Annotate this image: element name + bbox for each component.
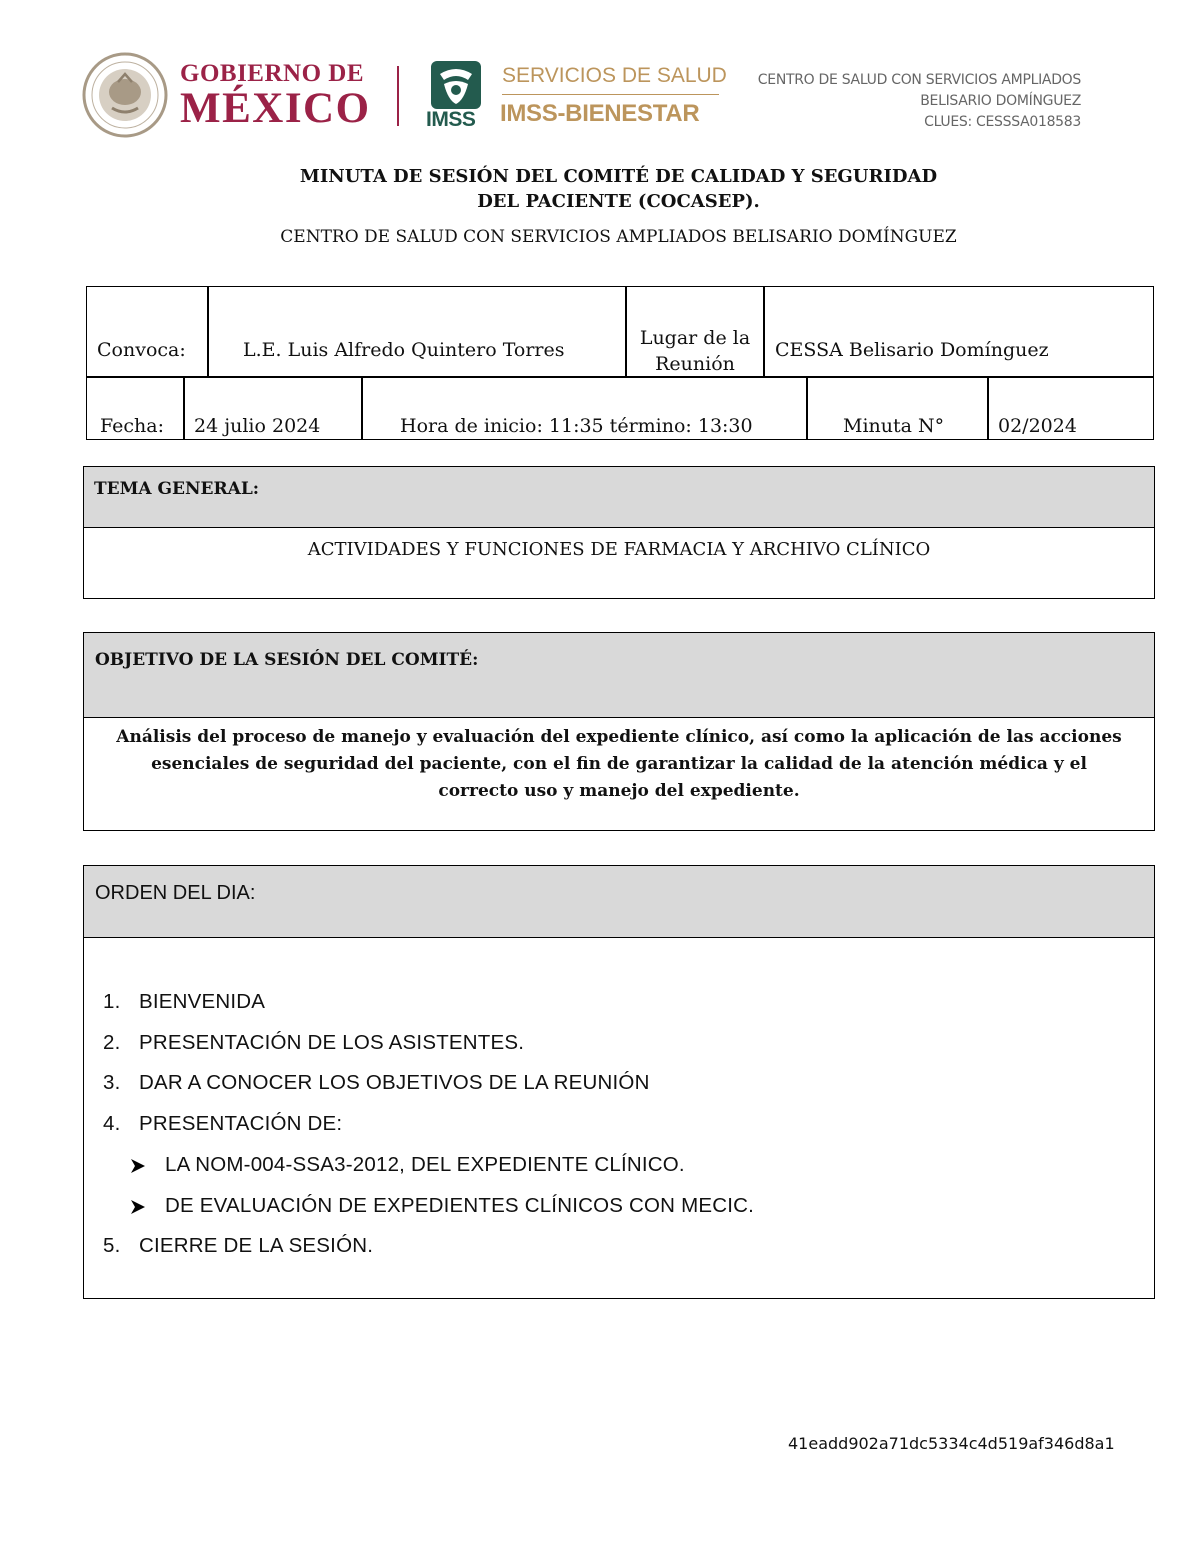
fecha-label: Fecha: — [100, 415, 164, 437]
list-item-number: 2. — [103, 1031, 121, 1054]
center-name-line2: BELISARIO DOMÍNGUEZ — [920, 93, 1081, 109]
lugar-label-line1: Lugar de la — [639, 327, 751, 349]
lugar-label — [626, 325, 764, 377]
lugar-value: CESSA Belisario Domínguez — [775, 339, 1049, 361]
logo-divider — [397, 66, 399, 126]
document-subtitle: CENTRO DE SALUD CON SERVICIOS AMPLIADOS BELISARIO DOMÍNGUEZ — [280, 227, 957, 247]
objetivo-line2: esenciales de seguridad del paciente, con el fin de garantizar la calidad de la atención médica y el — [151, 754, 1087, 774]
imss-logo-text: IMSS — [426, 108, 476, 131]
minuta-value: 02/2024 — [998, 415, 1077, 437]
center-info-block — [700, 70, 1081, 133]
info-col-divider — [207, 286, 209, 377]
list-item-number: 5. — [103, 1234, 121, 1257]
objetivo-header — [84, 633, 1154, 718]
arrow-bullet-icon — [130, 1199, 146, 1215]
list-item: BIENVENIDA — [139, 990, 266, 1013]
clues-code: CLUES: CESSSA018583 — [924, 114, 1081, 130]
info-col-divider — [361, 376, 363, 440]
convoca-value: L.E. Luis Alfredo Quintero Torres — [243, 339, 565, 361]
objetivo-line3: correcto uso y manejo del expediente. — [438, 781, 800, 801]
list-item-number: 3. — [103, 1071, 121, 1094]
document-title — [0, 164, 1200, 214]
list-item-number: 1. — [103, 990, 121, 1013]
hora-value: Hora de inicio: 11:35 término: 13:30 — [400, 415, 753, 437]
info-table-row-divider — [86, 376, 1154, 378]
objetivo-label: OBJETIVO DE LA SESIÓN DEL COMITÉ: — [95, 650, 479, 670]
objetivo-text — [84, 724, 1154, 805]
lugar-label-line2: Reunión — [655, 353, 735, 375]
mexico-seal-icon — [82, 52, 168, 138]
servicios-salud-text: SERVICIOS DE SALUD — [502, 64, 727, 87]
arrow-bullet-icon — [130, 1158, 146, 1174]
tema-value: ACTIVIDADES Y FUNCIONES DE FARMACIA Y ARCHIVO CLÍNICO — [307, 539, 931, 560]
center-name-line1: CENTRO DE SALUD CON SERVICIOS AMPLIADOS — [757, 72, 1081, 88]
convoca-label: Convoca: — [97, 339, 186, 361]
sub-list-item: LA NOM-004-SSA3-2012, DEL EXPEDIENTE CLÍNICO. — [165, 1153, 685, 1176]
objetivo-section — [83, 632, 1155, 831]
info-col-divider — [987, 376, 989, 440]
orden-label: ORDEN DEL DIA: — [95, 882, 256, 904]
tema-label: TEMA GENERAL: — [94, 479, 260, 499]
imss-bienestar-text: IMSS-BIENESTAR — [500, 100, 700, 127]
gobierno-top-text: GOBIERNO DE — [180, 60, 365, 87]
tema-header — [84, 467, 1154, 528]
list-item: PRESENTACIÓN DE: — [139, 1112, 343, 1135]
tema-section — [83, 466, 1155, 599]
list-item: DAR A CONOCER LOS OBJETIVOS DE LA REUNIÓN — [139, 1071, 650, 1094]
info-col-divider — [183, 376, 185, 440]
gobierno-main-text: MÉXICO — [180, 85, 371, 132]
orden-header — [84, 866, 1154, 938]
list-item: PRESENTACIÓN DE LOS ASISTENTES. — [139, 1031, 525, 1054]
info-col-divider — [806, 376, 808, 440]
sub-list-item: DE EVALUACIÓN DE EXPEDIENTES CLÍNICOS CON MECIC. — [165, 1194, 755, 1217]
imss-eagle-icon — [430, 60, 482, 110]
minuta-label: Minuta N° — [843, 415, 945, 437]
objetivo-line1: Análisis del proceso de manejo y evaluación del expediente clínico, así como la aplicación de las acciones — [116, 727, 1122, 747]
list-item: CIERRE DE LA SESIÓN. — [139, 1234, 374, 1257]
servicios-divider — [502, 94, 719, 95]
document-hash: 41eadd902a71dc5334c4d519af346d8a1 — [788, 1434, 1115, 1453]
list-item-number: 4. — [103, 1112, 121, 1135]
document-title-line1: MINUTA DE SESIÓN DEL COMITÉ DE CALIDAD Y SEGURIDAD — [299, 166, 938, 187]
fecha-value: 24 julio 2024 — [194, 415, 321, 437]
document-title-line2: DEL PACIENTE (COCASEP). — [477, 191, 760, 212]
